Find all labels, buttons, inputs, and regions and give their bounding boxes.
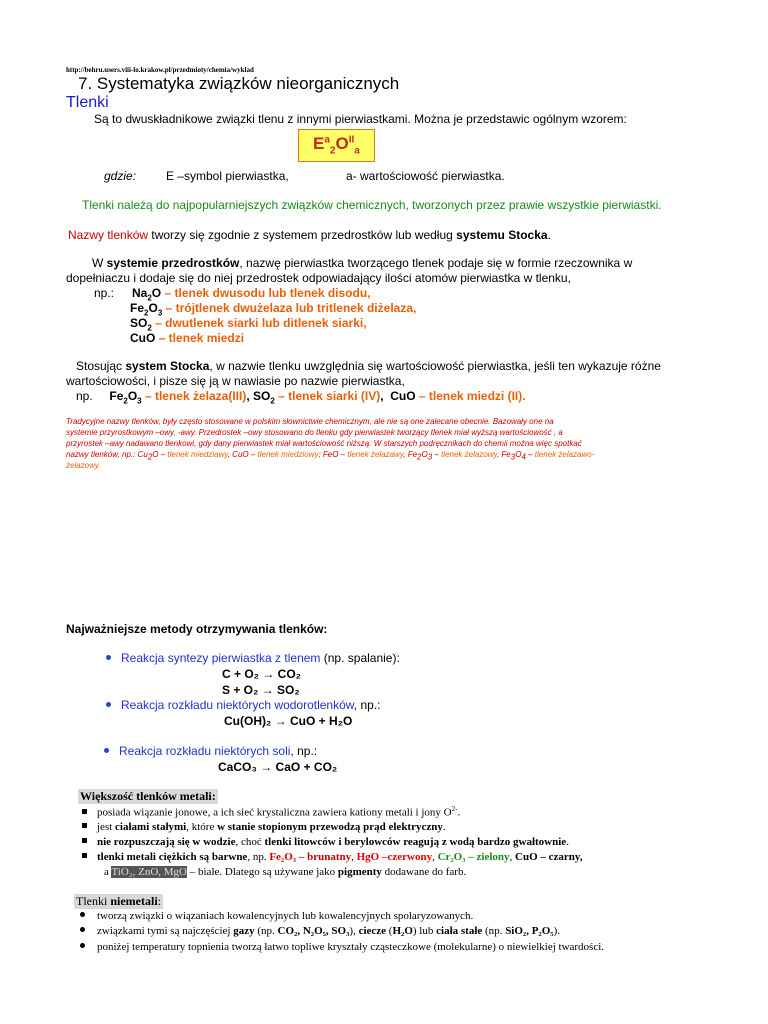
example-row: $SO_2$ – dwutlenek siarki lub ditlenek siarki, <box>130 316 367 333</box>
bullet-icon <box>80 943 85 948</box>
bullet-icon <box>106 702 111 707</box>
general-formula: $E^a_2O^{II}_a$ <box>298 129 375 162</box>
stock-examples: np. $Fe_2O_3$ – tlenek żelaza(III), $SO_2$ – tlenek siarki (IV), CuO – tlenek miedzi (II). <box>76 389 526 406</box>
gdzie-label: gdzie: <box>104 169 137 183</box>
niemetale-item: związkami tymi są najczęściej gazy (np. CO₂, N₂O₅, SO₃), ciecze (H₂O) lub ciała stałe (np. SiO₂, P₂O₅). <box>80 925 560 937</box>
niemetale-item: tworzą związki o wiązaniach kowalencyjnych lub kowalencyjnych spolaryzowanych. <box>80 910 473 922</box>
section-title: Tlenki <box>66 94 109 111</box>
nazwy-red: Nazwy tlenków <box>68 228 149 242</box>
example-row: $Na_2O$ – tlenek dwusodu lub tlenek disodu, <box>132 286 371 303</box>
bullet-icon <box>80 912 85 917</box>
trad-line-4: nazwy tlenków, np.: $Cu_2O$ – tlenek miedziawy, CuO – tlenek miedziowy; FeO – tlenek żelazawy, $Fe_2O_3$ – tlenek żelazowy, $Fe_3O_4$ – tlenek żelazawo- <box>66 450 595 462</box>
method-item: Reakcja rozkładu niektórych soli, np.: <box>104 744 317 758</box>
niemetale-item: poniżej temperatury topnienia tworzą łatwo topliwe kryształy cząsteczkowe (molekularne) o niewielkiej twardości. <box>80 941 604 953</box>
bullet-icon <box>82 838 87 843</box>
bullet-icon <box>106 655 111 660</box>
bullet-icon <box>104 748 109 753</box>
source-url[interactable]: http://behru.users.viii-lo.krakow.pl/przedmioty/chemia/wyklad <box>66 66 254 74</box>
bullet-icon <box>82 853 87 858</box>
metale-item: nie rozpuszczają się w wodzie, choć tlenki litowców i berylowców reagują z wodą bardzo gwałtownie. <box>82 836 569 848</box>
bullet-icon <box>80 927 85 932</box>
equation: Cu(OH)₂ → CuO + H₂O <box>224 714 353 728</box>
nazwy-line: Nazwy tlenków tworzy się zgodnie z systemem przedrostków lub według systemu Stocka. <box>68 228 551 242</box>
equation: S + O₂ → SO₂ <box>222 683 300 697</box>
example-row: $Fe_2O_3$ – trójtlenek dwużelaza lub tritlenek diżelaza, <box>130 301 417 318</box>
stock-line-2: wartościowości, i pisze się ją w nawiasie po nazwie pierwiastka, <box>66 374 405 388</box>
trad-line-3: przyrostek –awy nadawano tlenkowi, gdy dany pierwiastek miał wartościowość niższą. W starszych podręcznikach do chemii można więc spotkać <box>66 439 582 448</box>
bullet-icon <box>82 823 87 828</box>
e-definition: E –symbol pierwiastka, <box>166 169 289 183</box>
trad-line-2: systemie przyrostkowym –owy, -awy. Przedrostek –owy stosowano do tlenku gdy pierwiastek tworzący tlenek miał wyższą wartościowość , a <box>66 428 563 437</box>
metale-item: a TiO₂, ZnO, MgO – białe. Dlatego są używane jako pigmenty dodawane do farb. <box>104 866 467 878</box>
niemetale-title: Tlenki niemetali: <box>76 894 161 908</box>
bullet-icon <box>82 809 87 814</box>
system-line-1: W systemie przedrostków, nazwę pierwiastka tworzącego tlenek podaje się w formie rzeczownika w <box>92 256 633 270</box>
intro-text: Są to dwuskładnikowe związki tlenu z innymi pierwiastkami. Można je przedstawic ogólnym wzorem: <box>94 112 627 126</box>
a-definition: a- wartościowość pierwiastka. <box>346 169 505 183</box>
stock-line-1: Stosując system Stocka, w nazwie tlenku uwzględnia się wartościowość pierwiastka, jeśli ten wykazuje różne <box>76 359 661 373</box>
metody-title: Najważniejsze metody otrzymywania tlenków: <box>66 622 328 636</box>
metale-item: tlenki metali ciężkich są barwne, np. Fe₂O₃ – brunatny, HgO –czerwony, Cr₂O₃ – zielony, CuO – czarny, <box>82 851 583 863</box>
page-heading: 7. Systematyka związków nieorganicznych <box>78 74 400 93</box>
example-row: np.: <box>94 286 115 300</box>
method-item: Reakcja rozkładu niektórych wodorotlenków, np.: <box>106 698 380 712</box>
metale-item: posiada wiązanie jonowe, a ich sieć krystaliczna zawiera kationy metali i jony $O^{2-}$. <box>82 805 460 819</box>
method-item: Reakcja syntezy pierwiastka z tlenem (np. spalanie): <box>106 651 400 665</box>
trad-line-5: żelazowy. <box>66 461 101 470</box>
equation: CaCO₃ → CaO + CO₂ <box>218 760 338 774</box>
metale-item: jest ciałami stałymi, które w stanie stopionym przewodzą prąd elektryczny. <box>82 821 446 833</box>
system-line-2: dopełniaczu i dodaje się do niej przedrostek odpowiadający ilości atomów pierwiastka w tlenku, <box>66 271 571 285</box>
metale-title: Większość tlenków metali: <box>80 789 216 803</box>
example-row: CuO – tlenek miedzi <box>130 331 245 345</box>
trad-line-1: Tradycyjne nazwy tlenków, były często stosowane w polskim słownictwie chemicznym, ale nie są one zalecane obecnie. Bazowały one na <box>66 417 554 426</box>
equation: C + O₂ → CO₂ <box>222 667 302 681</box>
green-note: Tlenki należą do najpopularniejszych związków chemicznych, tworzonych przez prawie wszystkie pierwiastki. <box>82 198 662 212</box>
